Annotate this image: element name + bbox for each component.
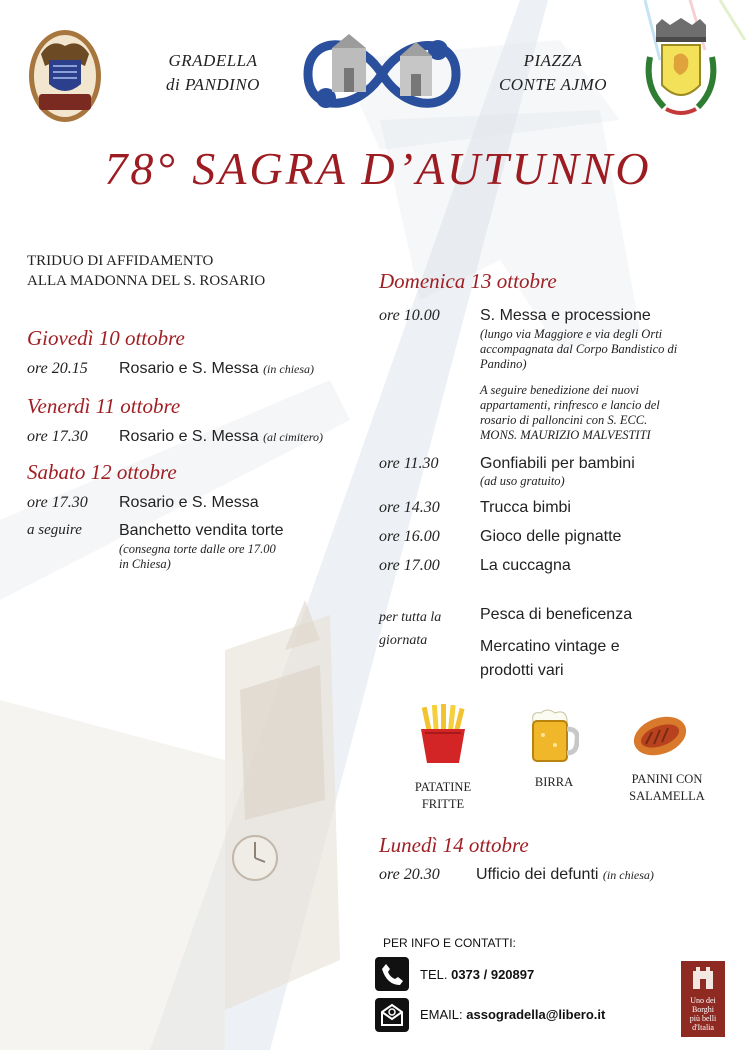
email-address[interactable]: assogradella@libero.it — [466, 1007, 606, 1022]
event-subnote: (lungo via Maggiore e via degli Orti accompagnata dal Corpo Bandistico di Pandino) — [480, 327, 678, 371]
event-label: Rosario e S. Messa (in chiesa) — [119, 360, 315, 377]
event-time: ore 11.30 — [379, 455, 439, 472]
event-subnote: (consegna torte dalle ore 17.00 in Chiesa) — [119, 542, 276, 571]
allday-item: Pesca di beneficenza — [480, 606, 633, 623]
event-time: ore 10.00 — [379, 307, 440, 324]
phone-number[interactable]: 0373 / 920897 — [451, 967, 535, 982]
allday-item: Mercatino vintage e — [480, 638, 620, 655]
email-line: EMAIL: assogradella@libero.it — [420, 1007, 606, 1022]
day-heading-thursday: Giovedì 10 ottobre — [27, 326, 185, 350]
day-heading-sunday: Domenica 13 ottobre — [379, 269, 557, 293]
event-note: (in chiesa) — [263, 362, 315, 376]
food-label-beer: BIRRA — [534, 775, 574, 789]
event-time: ore 17.30 — [27, 428, 88, 445]
event-time: ore 20.15 — [27, 360, 88, 377]
event-label: Gonfiabili per bambini — [480, 455, 635, 472]
day-heading-saturday: Sabato 12 ottobre — [27, 460, 177, 484]
event-label: La cuccagna — [480, 557, 571, 574]
allday-label: per tutta la giornata — [379, 610, 442, 648]
event-label: Rosario e S. Messa — [119, 494, 259, 511]
event-time: ore 16.00 — [379, 528, 440, 545]
event-subnote: (ad uso gratuito) — [480, 474, 565, 488]
sandwich-icon — [632, 714, 688, 758]
day-heading-monday: Lunedì 14 ottobre — [379, 833, 529, 857]
event-label: Trucca bimbi — [480, 499, 571, 516]
municipal-crest-icon — [640, 17, 722, 127]
event-time: ore 17.00 — [379, 557, 440, 574]
event-label: Banchetto vendita torte — [119, 522, 284, 539]
event-time: ore 14.30 — [379, 499, 440, 516]
email-icon — [375, 998, 409, 1032]
fries-icon — [415, 703, 471, 765]
event-after-note: A seguire benedizione dei nuovi appartamenti, rinfresco e lancio del rosario di palloncini con S. ECC. MONS. MAURIZIO MALVESTITI — [480, 383, 660, 442]
phone-line: TEL. 0373 / 920897 — [420, 967, 535, 982]
event-note: (al cimitero) — [263, 430, 323, 444]
header-location-right: PIAZZA CONTE AJMO — [498, 51, 608, 94]
event-label: Gioco delle pignatte — [480, 528, 622, 545]
event-note: (in chiesa) — [602, 868, 654, 882]
event-time: ore 20.30 — [379, 866, 440, 883]
association-logo-icon — [27, 26, 103, 124]
event-time: ore 17.30 — [27, 494, 88, 511]
header-location-left: GRADELLA di PANDINO — [166, 51, 260, 94]
contacts-heading: PER INFO E CONTATTI: — [383, 936, 516, 950]
event-label: Ufficio dei defunti (in chiesa) — [476, 866, 654, 883]
borghi-badge: Uno dei Borghi più belli d'Italia — [681, 961, 725, 1037]
event-label: S. Messa e processione — [480, 307, 651, 324]
event-title: 78° SAGRA D’AUTUNNO — [104, 143, 652, 194]
food-label-fries: PATATINE FRITTE — [414, 780, 472, 811]
phone-icon — [375, 957, 409, 991]
beer-icon — [527, 709, 579, 765]
food-label-sandwich: PANINI CON SALAMELLA — [629, 772, 705, 803]
event-time: a seguire — [27, 522, 82, 538]
parish-logo-icon — [296, 24, 468, 124]
allday-item: prodotti vari — [480, 662, 564, 679]
day-heading-friday: Venerdì 11 ottobre — [27, 394, 181, 418]
event-label: Rosario e S. Messa (al cimitero) — [119, 428, 323, 445]
triduo-heading: TRIDUO DI AFFIDAMENTO ALLA MADONNA DEL S. ROSARIO — [27, 253, 266, 289]
tower-icon — [681, 961, 725, 991]
